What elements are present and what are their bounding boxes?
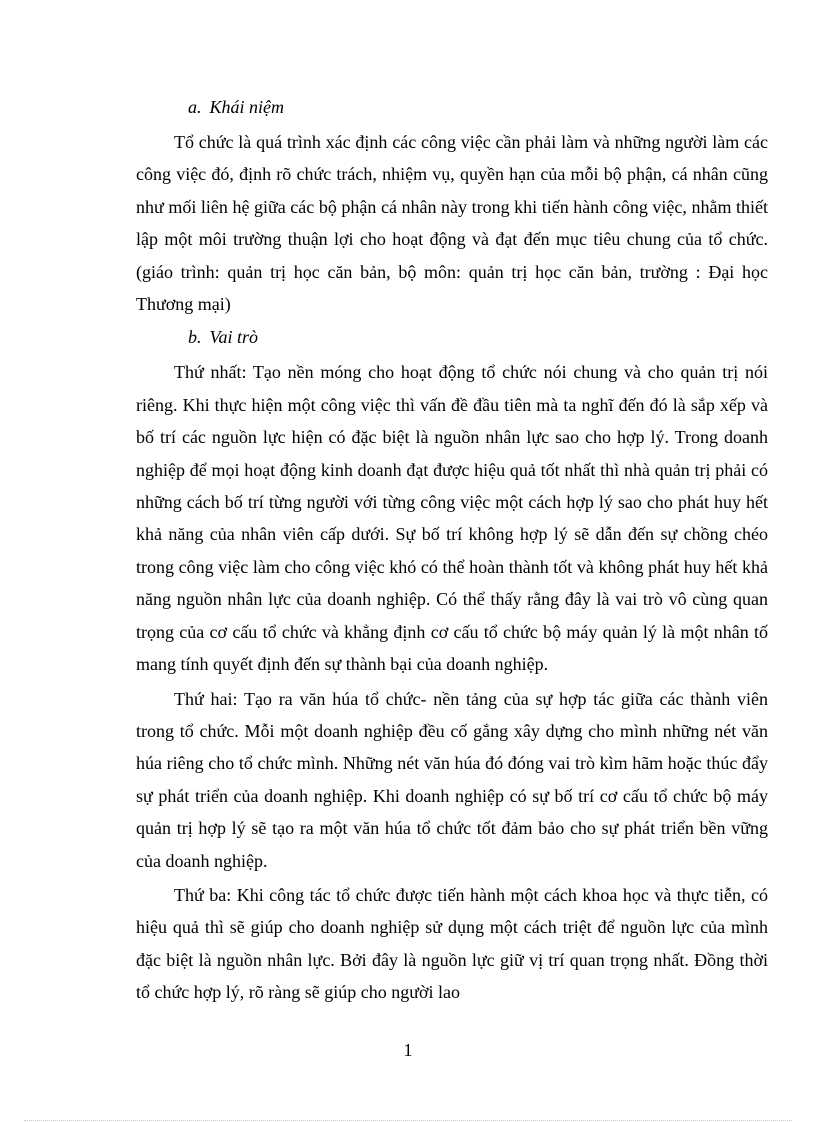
page-bottom-rule bbox=[24, 1120, 792, 1121]
section-heading-concept bbox=[136, 92, 768, 126]
document-body bbox=[136, 92, 768, 1009]
paragraph-concept: Tổ chức là quá trình xác định các công việc cần phải làm và những người làm các công việc đó, định rõ chức trách, nhiệm vụ, quyền hạn của mỗi bộ phận, cá nhân cũng như mối liên hệ giữa các bộ phận cá nhân này trong khi tiến hành công việc, nhằm thiết lập một môi trường thuận lợi cho hoạt động và đạt đến mục tiêu chung của tổ chức. (giáo trình: quản trị học căn bản, bộ môn: quản trị học căn bản, trường : Đại học Thương mại) bbox=[136, 132, 768, 315]
paragraph-role-third: Thứ ba: Khi công tác tổ chức được tiến hành một cách khoa học và thực tiễn, có hiệu quả thì sẽ giúp cho doanh nghiệp sử dụng một cách triệt để nguồn lực của mình đặc biệt là nguồn nhân lực. Bởi đây là nguồn lực giữ vị trí quan trọng nhất. Đồng thời tổ chức hợp lý, rõ ràng sẽ giúp cho người lao bbox=[136, 884, 768, 1003]
page-number: 1 bbox=[403, 1040, 413, 1060]
section-marker: a. bbox=[188, 97, 202, 117]
paragraph-role-second: Thứ hai: Tạo ra văn húa tổ chức- nền tảng của sự hợp tác giữa các thành viên trong tổ chức. Mỗi một doanh nghiệp đều cố gắng xây dựng cho mình những nét văn húa riêng cho tổ chức mình. Những nét văn húa đó đóng vai trò kìm hãm hoặc thúc đẩy sự phát triển của doanh nghiệp. Khi doanh nghiệp có sự bố trí cơ cấu tổ chức bộ máy quản trị hợp lý sẽ tạo ra một văn húa tổ chức tốt đảm bảo cho sự phát triển bền vững của doanh nghiệp. bbox=[136, 688, 768, 871]
section-title: Vai trò bbox=[209, 327, 259, 348]
section-title: Khái niệm bbox=[209, 97, 284, 117]
paragraph-role-first: Thứ nhất: Tạo nền móng cho hoạt động tổ chức nói chung và cho quản trị nói riêng. Khi thực hiện một công việc thì vấn đề đầu tiên mà ta nghĩ đến đó là sắp xếp và bố trí các nguồn lực hiện có đặc biệt là nguồn nhân lực sao cho hợp lý. Trong doanh nghiệp để mọi hoạt động kinh doanh đạt được hiệu quả tốt nhất thì nhà quản trị phải có những cách bố trí từng người với từng công việc một cách hợp lý sao cho phát huy hết khả năng của nhân viên cấp dưới. Sự bố trí không hợp lý sẽ dẫn đến sự chồng chéo trong công việc làm cho công việc khó có thể hoàn thành tốt và không phát huy hết khả năng nguồn nhân lực của doanh nghiệp. Có thể thấy rằng đây là vai trò vô cùng quan trọng của cơ cấu tổ chức và khẳng định cơ cấu tổ chức bộ máy quản lý là một nhân tố mang tính quyết định đến sự thành bại của doanh nghiệp. bbox=[136, 362, 768, 675]
section-marker: b. bbox=[188, 327, 202, 348]
section-heading-role bbox=[136, 322, 768, 356]
